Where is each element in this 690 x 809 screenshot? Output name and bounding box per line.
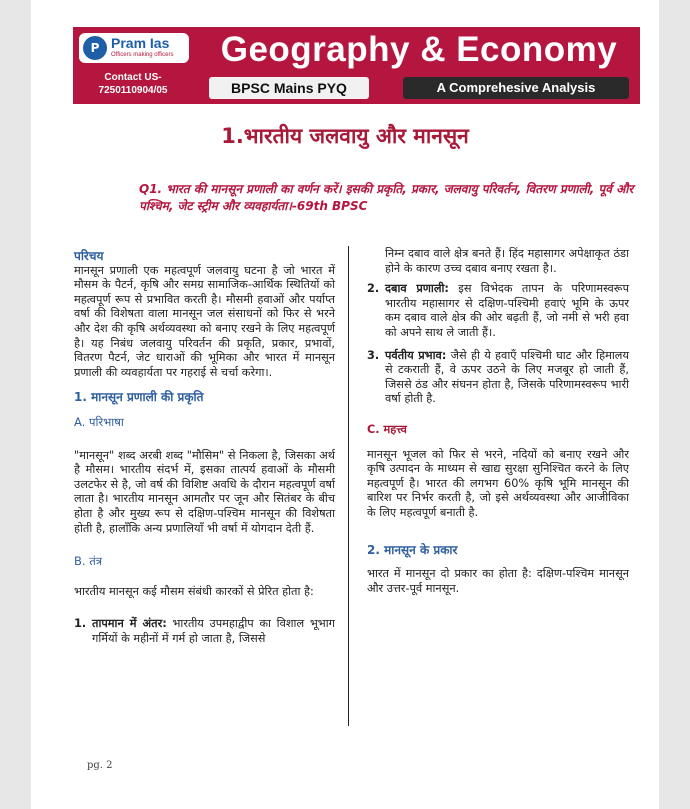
logo-tagline: Officers making officers: [111, 52, 174, 58]
chapter-title: 1.भारतीय जलवायु और मानसून: [221, 124, 469, 148]
list-item-heading: तापमान में अंतर:: [92, 617, 167, 631]
subheading-definition: A. परिभाषा: [74, 414, 124, 429]
page-number: pg. 2: [87, 760, 113, 771]
left-column: [74, 249, 335, 646]
header-banner: [73, 27, 640, 104]
mechanism-paragraph: भारतीय मानसून कई मौसम संबंधी कारकों से प्रेरित होता है:: [74, 584, 314, 598]
types-paragraph: भारत में मानसून दो प्रकार का होता है: दक्षिण-पश्चिम मानसून और उत्तर-पूर्व मानसून.: [367, 567, 629, 595]
section2-heading: 2. मानसून के प्रकार: [367, 542, 458, 557]
list-item-text: इस विभेदक तापन के परिणामस्वरूप भारतीय महासागर से दक्षिण-पश्चिमी हवाएं भूमि के ऊपर कम दबाव वाले क्षेत्र की ओर बढ़ती हैं, जो नमी से भरी हवा को अपने साथ ले जाती हैं।.: [385, 282, 629, 339]
list-item-temperature: [74, 617, 335, 646]
document-page: [31, 0, 659, 809]
list-number: 2.: [367, 282, 380, 296]
list-item-heading: पर्वतीय प्रभाव:: [385, 348, 447, 362]
banner-subtitle-right: A Comprehesive Analysis: [403, 77, 629, 99]
list-item-heading: दबाव प्रणाली:: [385, 282, 449, 296]
section1-heading: 1. मानसून प्रणाली की प्रकृति: [74, 390, 204, 405]
list-number: 1.: [74, 617, 87, 631]
intro-heading: परिचय: [74, 249, 104, 263]
definition-paragraph: "मानसून" शब्द अरबी शब्द "मौसिम" से निकला है, जिसका अर्थ है मौसम। भारतीय संदर्भ में, इसका तात्पर्य हवाओं के मौसमी उलटफेर से है, जो वर्ष की विशिष्ट अवधि के दौरान महत्वपूर्ण वर्षा लाता है। भारतीय मानसून आमतौर पर जून और सितंबर के बीच होता है और मुख्य रूप से दक्षिण-पश्चिम मानसून की विशेषता होती है, हालाँकि अन्य प्रणालियाँ भी वर्षा में योगदान देती हैं.: [74, 448, 335, 535]
intro-paragraph: मानसून प्रणाली एक महत्वपूर्ण जलवायु घटना है जो भारत में मौसम के पैटर्न, कृषि और समग्र सामाजिक-आर्थिक स्थितियों को महत्वपूर्ण रूप से प्रभावित करती है। मौसमी हवाओं और पर्याप्त वर्षा की विशेषता वाला मानसून जल संसाधनों को फिर से भरने और देश की कृषि अर्थव्यवस्था को बनाए रखने के लिए महत्वपूर्ण है। यह निबंध जलवायु परिवर्तन की प्रकृति, प्रकार, प्रभावों, वितरण पैटर्न, जेट धाराओं की भूमिका और भारत में मानसून प्रणाली की व्यवहार्यता पर गहराई से चर्चा करेगा।.: [74, 263, 335, 379]
right-column: [367, 247, 629, 596]
logo-icon: P: [83, 36, 107, 60]
importance-paragraph: मानसून भूजल को फिर से भरने, नदियों को बनाए रखने और कृषि उत्पादन के माध्यम से खाद्य सुरक्षा सुनिश्चित करने के लिए महत्वपूर्ण है। भारत की लगभग 60% कृषि भूमि मानसून की बारिश पर निर्भर करती है, जो इसे अर्थव्यवस्था और आजीविका के लिए महत्वपूर्ण बनाती है.: [367, 447, 629, 519]
subheading-importance: C. महत्त्व: [367, 422, 407, 436]
continued-paragraph: निम्न दबाव वाले क्षेत्र बनते हैं। हिंद महासागर अपेक्षाकृत ठंडा होने के कारण उच्च दबाव बनाए रखता है।.: [385, 247, 629, 275]
logo: [79, 33, 189, 63]
logo-name: Pram Ias: [111, 35, 170, 51]
list-number: 3.: [367, 348, 380, 362]
column-divider: [348, 246, 349, 726]
banner-title: Geography & Economy: [220, 30, 618, 69]
list-item-text: जैसे ही ये हवाएँ पश्चिमी घाट और हिमालय से टकराती हैं, वे ऊपर उठने के लिए मजबूर हो जाती हैं, जिससे ठंड और संघनन होता है, जिसके परिणामस्वरूप भारी वर्षा होती है.: [385, 348, 629, 406]
list-item-mountain: [367, 349, 629, 407]
contact-info: [77, 71, 189, 97]
banner-subtitle-left: BPSC Mains PYQ: [209, 77, 369, 99]
subheading-mechanism: B. तंत्र: [74, 554, 103, 569]
list-item-text: भारतीय उपमहाद्वीप का विशाल भूभाग गर्मियों के महीनों में गर्म हो जाता है, जिससे: [92, 617, 335, 645]
contact-label: Contact US-: [104, 72, 162, 83]
list-item-pressure: [367, 282, 629, 340]
question-text: Q1. भारत की मानसून प्रणाली का वर्णन करें। इसकी प्रकृति, प्रकार, जलवायु परिवर्तन, वितरण प्रणाली, पूर्व और पश्चिम, जेट स्ट्रीम और व्यवहार्यता।-69th BPSC: [139, 182, 634, 213]
contact-phone: 7250110904/05: [98, 85, 168, 96]
